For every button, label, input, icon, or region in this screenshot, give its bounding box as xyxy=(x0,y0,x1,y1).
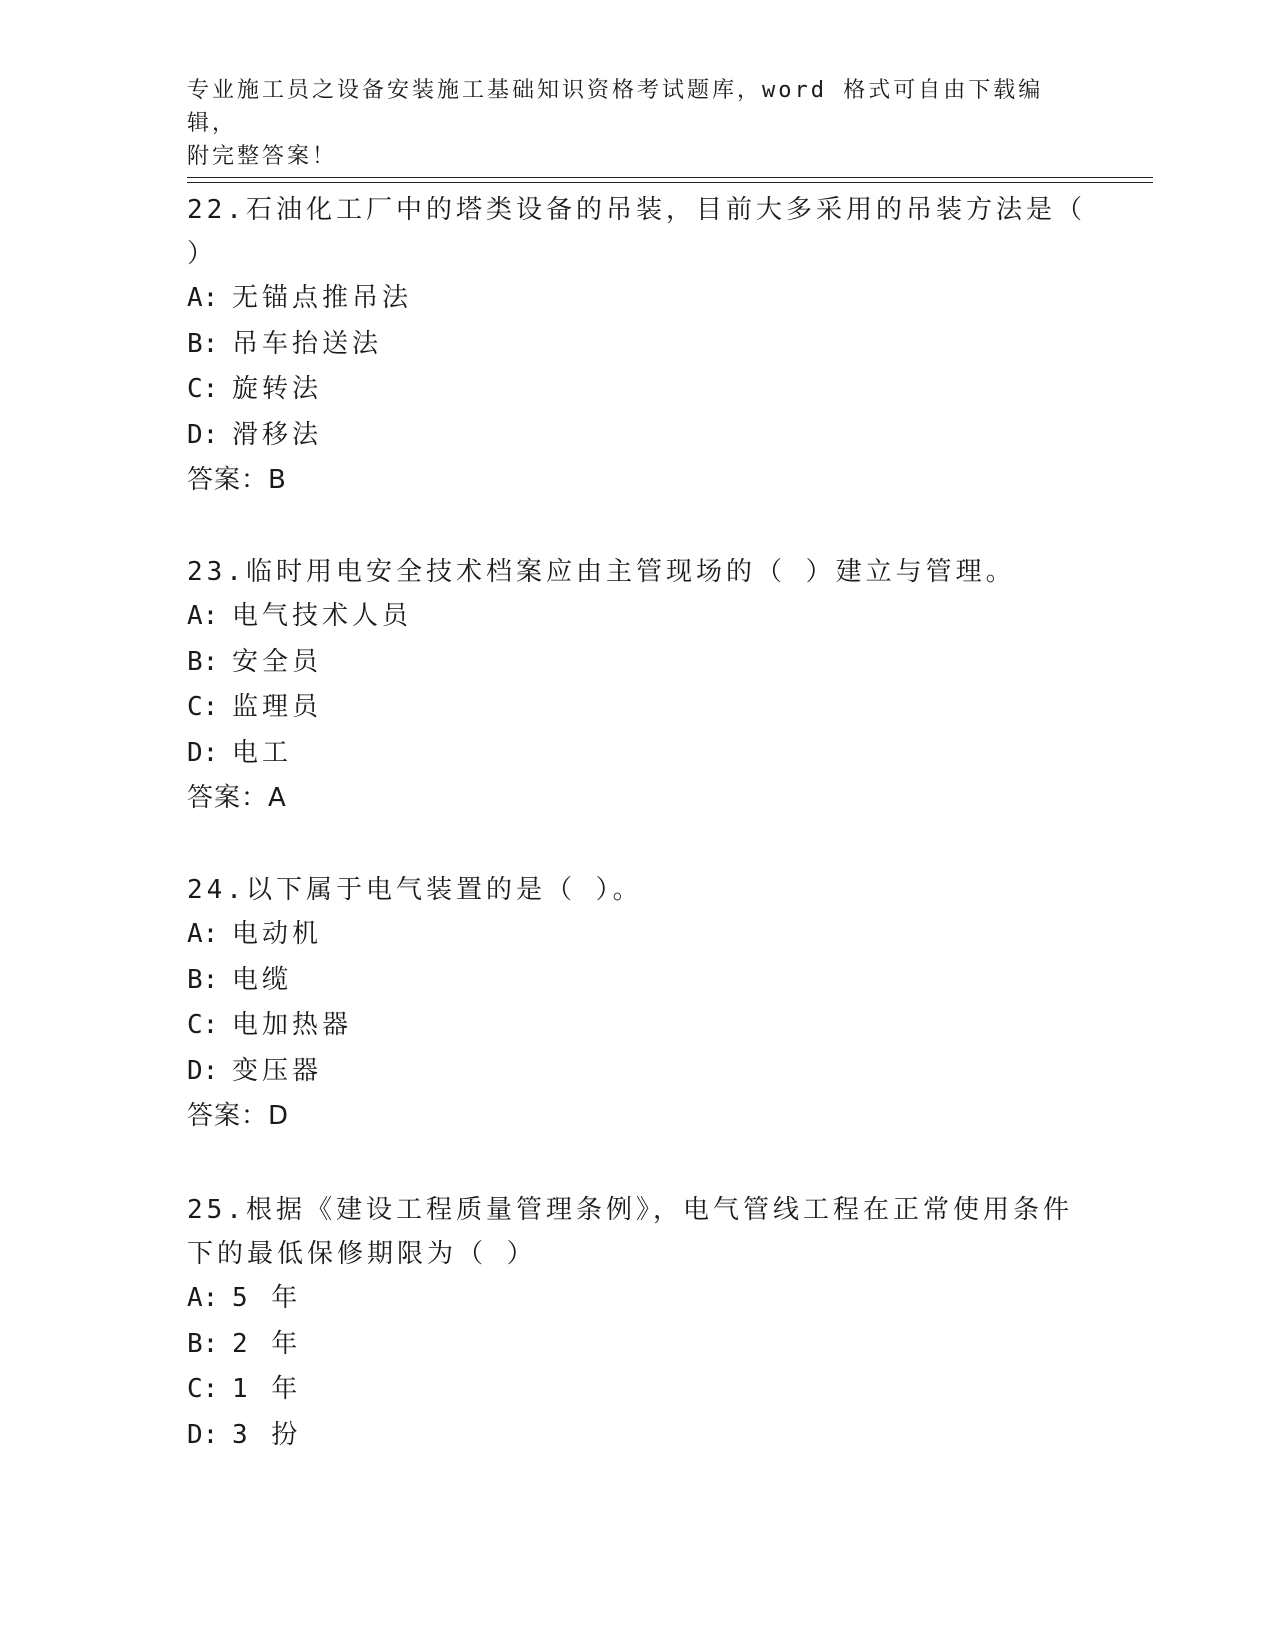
option-text: 滑移法 xyxy=(232,419,323,450)
header-line-1: 专业施工员之设备安装施工基础知识资格考试题库，word 格式可自由下载编辑， xyxy=(187,78,1044,136)
option-d xyxy=(187,1049,1087,1095)
option-key: A: xyxy=(187,919,219,949)
option-text: 1 年 xyxy=(232,1374,302,1404)
option-key: D: xyxy=(187,419,219,450)
answer-line: 答案：B xyxy=(187,465,287,495)
header-divider-bottom xyxy=(187,182,1153,183)
question-25 xyxy=(187,1188,1087,1458)
option-key: B: xyxy=(187,1328,219,1359)
option-text: 安全员 xyxy=(232,646,323,677)
question-24 xyxy=(187,868,1087,1140)
option-c xyxy=(187,1367,1087,1413)
option-text: 电动机 xyxy=(232,919,323,949)
option-text: 旋转法 xyxy=(232,374,323,404)
option-key: C: xyxy=(187,374,219,404)
option-d xyxy=(187,1413,1087,1459)
answer-line: 答案：D xyxy=(187,1101,290,1131)
option-b xyxy=(187,1322,1087,1368)
option-text: 电工 xyxy=(232,737,293,768)
option-key: C: xyxy=(187,1010,219,1040)
option-b xyxy=(187,322,1087,368)
question-stem: 22.石油化工厂中的塔类设备的吊装，目前大多采用的吊装方法是（ ） xyxy=(187,195,1086,269)
option-key: D: xyxy=(187,1055,219,1086)
option-key: B: xyxy=(187,328,219,359)
option-a xyxy=(187,1276,1087,1322)
option-text: 电气技术人员 xyxy=(232,601,413,631)
option-key: D: xyxy=(187,737,219,768)
header-line-2: 附完整答案！ xyxy=(187,144,338,169)
option-text: 监理员 xyxy=(232,692,323,722)
option-key: A: xyxy=(187,601,219,631)
question-23 xyxy=(187,550,1087,822)
option-key: D: xyxy=(187,1419,219,1450)
option-text: 电加热器 xyxy=(232,1010,353,1040)
option-key: C: xyxy=(187,1374,219,1404)
document-header xyxy=(187,74,1087,173)
option-key: A: xyxy=(187,283,219,313)
option-b xyxy=(187,640,1087,686)
option-text: 无锚点推吊法 xyxy=(232,283,413,313)
question-stem: 25.根据《建设工程质量管理条例》，电气管线工程在正常使用条件下的最低保修期限为（ ） xyxy=(187,1195,1073,1269)
question-stem: 23.临时用电安全技术档案应由主管现场的（ ）建立与管理。 xyxy=(187,557,1016,587)
option-text: 3 扮 xyxy=(232,1419,302,1450)
option-a xyxy=(187,276,1087,322)
option-a xyxy=(187,912,1087,958)
option-text: 2 年 xyxy=(232,1328,302,1359)
option-c xyxy=(187,367,1087,413)
option-d xyxy=(187,731,1087,777)
option-text: 5 年 xyxy=(232,1283,302,1313)
option-b xyxy=(187,958,1087,1004)
option-key: A: xyxy=(187,1283,219,1313)
option-key: B: xyxy=(187,646,219,677)
option-c xyxy=(187,1003,1087,1049)
option-d xyxy=(187,413,1087,459)
question-stem: 24.以下属于电气装置的是（ ）。 xyxy=(187,875,643,905)
option-text: 电缆 xyxy=(232,964,293,995)
option-text: 变压器 xyxy=(232,1055,323,1086)
option-key: B: xyxy=(187,964,219,995)
question-22 xyxy=(187,188,1087,504)
answer-line: 答案：A xyxy=(187,783,287,813)
option-key: C: xyxy=(187,692,219,722)
option-text: 吊车抬送法 xyxy=(232,328,383,359)
header-divider-top xyxy=(187,177,1153,178)
option-c xyxy=(187,685,1087,731)
option-a xyxy=(187,594,1087,640)
